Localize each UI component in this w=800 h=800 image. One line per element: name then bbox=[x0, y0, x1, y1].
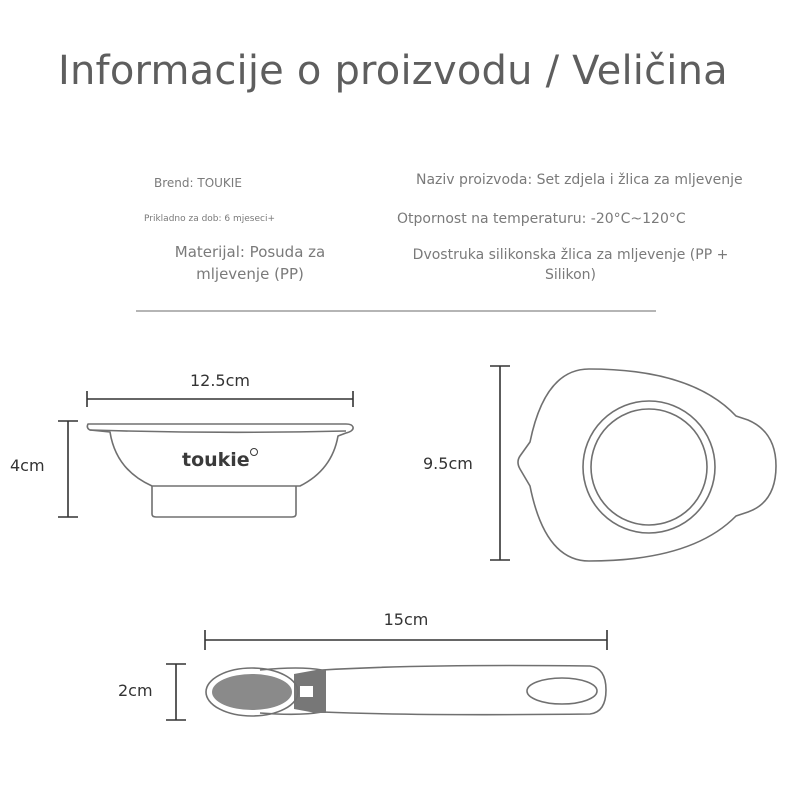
spoon-length-label: 15cm bbox=[383, 610, 429, 629]
spoon-length-dimension bbox=[205, 630, 607, 650]
spoon bbox=[206, 666, 606, 717]
age-text: Prikladno za dob: 6 mjeseci+ bbox=[144, 214, 276, 224]
bowl-width-label: 12.5cm bbox=[189, 371, 251, 390]
brand-text: Brend: TOUKIE bbox=[154, 176, 242, 190]
toukie-logo: toukie bbox=[182, 449, 250, 471]
spoon-height-dimension bbox=[166, 664, 186, 720]
bowl-top-view bbox=[518, 369, 776, 561]
page-title: Informacije o proizvodu / Veličina bbox=[58, 48, 728, 94]
registered-mark-icon bbox=[251, 449, 258, 456]
temperature-text: Otpornost na temperaturu: -20°C~120°C bbox=[397, 211, 686, 227]
bowl-depth-label: 9.5cm bbox=[423, 454, 473, 473]
material-text: Materijal: Posuda za mljevenje (PP) bbox=[174, 243, 326, 283]
spoon-height-label: 2cm bbox=[118, 681, 153, 700]
bowl-width-dimension bbox=[87, 391, 353, 407]
bowl-depth-dimension bbox=[490, 366, 510, 560]
spoon-material-text: Dvostruka silikonska žlica za mljevenje (PP + Silikon) bbox=[412, 247, 729, 283]
bowl-height-label: 4cm bbox=[10, 456, 45, 475]
bowl-height-dimension bbox=[58, 421, 78, 517]
product-name-text: Naziv proizvoda: Set zdjela i žlica za mljevenje bbox=[416, 172, 743, 188]
